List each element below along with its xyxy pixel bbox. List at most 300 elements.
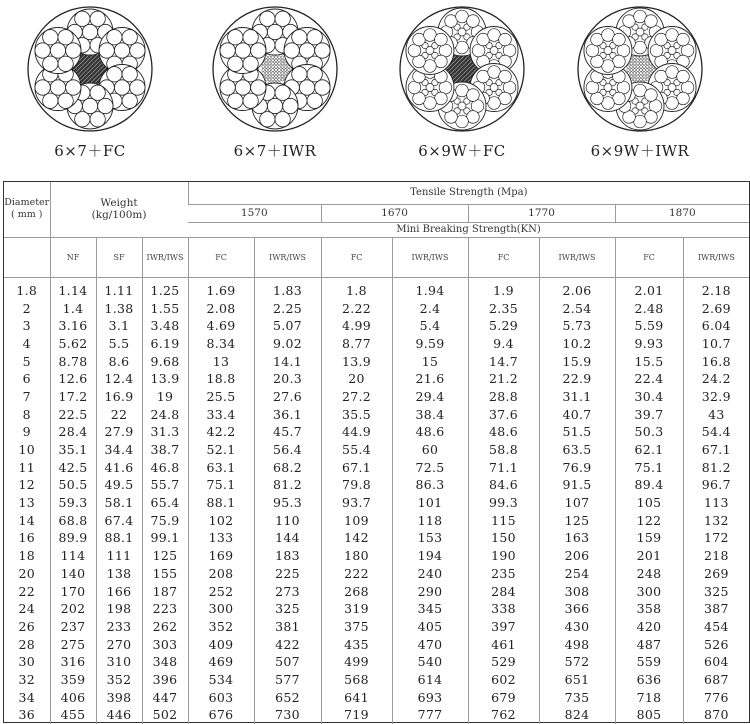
table-cell: 325	[683, 582, 749, 600]
table-cell: 8.6	[96, 352, 142, 370]
table-row	[4, 458, 749, 476]
table-cell: 1.69	[188, 277, 254, 299]
table-cell: 56.4	[254, 441, 321, 459]
table-row	[4, 635, 749, 653]
table-cell: 2.69	[683, 299, 749, 317]
table-cell: 454	[683, 618, 749, 636]
diameter-cell: 7	[22, 388, 31, 404]
table-cell: 5.73	[539, 317, 615, 335]
table-cell: 447	[142, 688, 188, 706]
table-cell: 396	[142, 671, 188, 689]
diagram-6x7-fc	[0, 0, 180, 172]
table-cell: 2.35	[468, 299, 539, 317]
table-cell: 32.9	[683, 388, 749, 406]
table-cell: 60	[392, 441, 468, 459]
table-row	[4, 423, 749, 441]
table-cell: 45.7	[254, 423, 321, 441]
table-cell: 142	[321, 529, 392, 547]
table-row	[4, 299, 749, 317]
diameter-cell: 4	[22, 335, 31, 351]
table-cell: 507	[254, 653, 321, 671]
table-cell: 2.48	[615, 299, 683, 317]
table-cell: 9.93	[615, 335, 683, 353]
table-cell: 29.4	[392, 388, 468, 406]
table-cell: 16.8	[683, 352, 749, 370]
mini-breaking-strength-header: Mini Breaking Strength(KN)	[188, 222, 749, 237]
table-cell: 27.9	[96, 423, 142, 441]
diameter-cell: 22	[18, 583, 35, 599]
table-cell: 446	[96, 706, 142, 724]
table-cell: 375	[321, 618, 392, 636]
table-cell: 15.9	[539, 352, 615, 370]
grade-header: 1770	[468, 204, 615, 222]
table-cell: 273	[254, 582, 321, 600]
table-cell: 13	[188, 352, 254, 370]
table-cell: 534	[188, 671, 254, 689]
table-cell: 101	[392, 494, 468, 512]
table-cell: 1.11	[96, 277, 142, 299]
table-cell: 409	[188, 635, 254, 653]
table-cell: 381	[254, 618, 321, 636]
table-cell: 498	[539, 635, 615, 653]
table-cell: 2.25	[254, 299, 321, 317]
table-cell: 300	[188, 600, 254, 618]
table-cell: 63.5	[539, 441, 615, 459]
tensile-strength-header: Tensile Strength (Mpa)	[188, 182, 749, 204]
table-cell: 6.19	[142, 335, 188, 353]
table-cell: 718	[615, 688, 683, 706]
table-cell: 21.6	[392, 370, 468, 388]
table-cell: 252	[188, 582, 254, 600]
table-cell: 50.5	[50, 476, 96, 494]
specification-table	[3, 181, 750, 723]
table-cell: 155	[142, 565, 188, 583]
table-cell: 776	[683, 688, 749, 706]
table-cell: 325	[254, 600, 321, 618]
diameter-cell: 34	[18, 689, 35, 705]
table-cell: 170	[50, 582, 96, 600]
table-cell: 235	[468, 565, 539, 583]
table-row	[4, 317, 749, 335]
column-header: FC	[321, 237, 392, 277]
table-cell: 225	[254, 565, 321, 583]
table-cell: 222	[321, 565, 392, 583]
table-cell: 693	[392, 688, 468, 706]
table-cell: 114	[50, 547, 96, 565]
table-cell: 3.1	[96, 317, 142, 335]
table-cell: 1.9	[468, 277, 539, 299]
table-cell: 13.9	[321, 352, 392, 370]
table-cell: 636	[615, 671, 683, 689]
table-cell: 76.9	[539, 458, 615, 476]
table-cell: 366	[539, 600, 615, 618]
table-cell: 805	[615, 706, 683, 724]
table-cell: 95.3	[254, 494, 321, 512]
table-cell: 38.7	[142, 441, 188, 459]
table-cell: 118	[392, 511, 468, 529]
table-cell: 99.1	[142, 529, 188, 547]
table-cell: 67.1	[683, 441, 749, 459]
table-cell: 358	[615, 600, 683, 618]
table-cell: 13.9	[142, 370, 188, 388]
table-cell: 169	[188, 547, 254, 565]
table-cell: 352	[96, 671, 142, 689]
table-cell: 49.5	[96, 476, 142, 494]
diameter-cell: 1.8	[16, 282, 38, 298]
table-cell: 3.48	[142, 317, 188, 335]
table-cell: 40.7	[539, 405, 615, 423]
table-cell: 144	[254, 529, 321, 547]
diameter-cell: 16	[18, 530, 35, 546]
table-cell: 183	[254, 547, 321, 565]
diagram-6x9w-iwr	[550, 0, 730, 172]
table-cell: 110	[254, 511, 321, 529]
rope-cross-section-icon	[575, 4, 705, 134]
table-cell: 42.5	[50, 458, 96, 476]
table-cell: 115	[468, 511, 539, 529]
table-cell: 52.1	[188, 441, 254, 459]
table-cell: 290	[392, 582, 468, 600]
table-cell: 24.8	[142, 405, 188, 423]
table-cell: 3.16	[50, 317, 96, 335]
table-row	[4, 600, 749, 618]
table-cell: 559	[615, 653, 683, 671]
diameter-cell: 9	[22, 424, 31, 440]
table-cell: 81.2	[254, 476, 321, 494]
table-cell: 2.4	[392, 299, 468, 317]
diameter-cell: 32	[18, 671, 35, 687]
table-cell: 387	[683, 600, 749, 618]
table-cell: 48.6	[392, 423, 468, 441]
table-cell: 150	[468, 529, 539, 547]
table-row	[4, 529, 749, 547]
table-cell: 27.2	[321, 388, 392, 406]
table-cell: 24.2	[683, 370, 749, 388]
table-cell: 42.2	[188, 423, 254, 441]
table-cell: 17.2	[50, 388, 96, 406]
table-cell: 499	[321, 653, 392, 671]
table-row	[4, 706, 749, 724]
table-cell: 2.06	[539, 277, 615, 299]
diameter-cell: 26	[18, 618, 35, 634]
table-cell: 4.99	[321, 317, 392, 335]
table-cell: 20	[321, 370, 392, 388]
table-cell: 1.4	[50, 299, 96, 317]
table-cell: 461	[468, 635, 539, 653]
diagram-6x9w-fc	[372, 0, 552, 172]
diameter-cell: 5	[22, 353, 31, 369]
table-cell: 319	[321, 600, 392, 618]
table-cell: 1.8	[321, 277, 392, 299]
table-cell: 270	[96, 635, 142, 653]
table-cell: 172	[683, 529, 749, 547]
table-cell: 577	[254, 671, 321, 689]
table-cell: 62.1	[615, 441, 683, 459]
table-cell: 470	[392, 635, 468, 653]
table-cell: 262	[142, 618, 188, 636]
table-cell: 107	[539, 494, 615, 512]
table-cell: 125	[539, 511, 615, 529]
table-cell: 352	[188, 618, 254, 636]
table-row	[4, 565, 749, 583]
column-header: IWR/IWS	[539, 237, 615, 277]
table-cell: 397	[468, 618, 539, 636]
table-cell: 422	[254, 635, 321, 653]
table-cell: 166	[96, 582, 142, 600]
diameter-cell: 28	[18, 636, 35, 652]
table-cell: 719	[321, 706, 392, 724]
table-cell: 84.6	[468, 476, 539, 494]
table-cell: 614	[392, 671, 468, 689]
table-cell: 348	[142, 653, 188, 671]
table-cell: 41.6	[96, 458, 142, 476]
table-cell: 12.4	[96, 370, 142, 388]
diameter-cell: 14	[18, 512, 35, 528]
table-row	[4, 277, 749, 299]
table-cell: 2.54	[539, 299, 615, 317]
table-cell: 28.8	[468, 388, 539, 406]
table-cell: 687	[683, 671, 749, 689]
diameter-cell: 18	[18, 548, 35, 564]
table-cell: 5.5	[96, 335, 142, 353]
table-cell: 39.7	[615, 405, 683, 423]
table-row	[4, 388, 749, 406]
rope-diagrams	[0, 0, 750, 172]
table-cell: 46.8	[142, 458, 188, 476]
table-cell: 75.1	[615, 458, 683, 476]
table-cell: 125	[142, 547, 188, 565]
table-cell: 652	[254, 688, 321, 706]
table-cell: 1.94	[392, 277, 468, 299]
table-cell: 300	[615, 582, 683, 600]
column-header: NF	[50, 237, 96, 277]
table-cell: 43	[683, 405, 749, 423]
table-cell: 12.6	[50, 370, 96, 388]
table-cell: 602	[468, 671, 539, 689]
diagram-caption: 6×9W＋FC	[418, 142, 506, 160]
diameter-cell: 13	[18, 495, 35, 511]
table-cell: 102	[188, 511, 254, 529]
column-header: FC	[468, 237, 539, 277]
table-cell: 206	[539, 547, 615, 565]
table-cell: 16.9	[96, 388, 142, 406]
diameter-cell: 12	[18, 477, 35, 493]
table-cell: 81.2	[683, 458, 749, 476]
table-cell: 435	[321, 635, 392, 653]
table-cell: 1.83	[254, 277, 321, 299]
column-header: FC	[615, 237, 683, 277]
table-cell: 38.4	[392, 405, 468, 423]
table-cell: 180	[321, 547, 392, 565]
diameter-cell: 10	[18, 442, 35, 458]
table-cell: 502	[142, 706, 188, 724]
table-cell: 15.5	[615, 352, 683, 370]
table-cell: 51.5	[539, 423, 615, 441]
table-cell: 194	[392, 547, 468, 565]
diagram-caption: 6×7＋IWR	[233, 142, 317, 160]
table-cell: 651	[539, 671, 615, 689]
table-cell: 30.4	[615, 388, 683, 406]
table-cell: 310	[96, 653, 142, 671]
table-cell: 50.3	[615, 423, 683, 441]
table-cell: 6.04	[683, 317, 749, 335]
table-cell: 58.1	[96, 494, 142, 512]
table-cell: 1.38	[96, 299, 142, 317]
table-cell: 34.4	[96, 441, 142, 459]
table-cell: 223	[142, 600, 188, 618]
table-cell: 2.08	[188, 299, 254, 317]
table-cell: 5.29	[468, 317, 539, 335]
table-cell: 2.22	[321, 299, 392, 317]
rope-cross-section-icon	[397, 4, 527, 134]
table-row	[4, 370, 749, 388]
table-cell: 140	[50, 565, 96, 583]
table-cell: 208	[188, 565, 254, 583]
table-cell: 86.3	[392, 476, 468, 494]
table-cell: 526	[683, 635, 749, 653]
table-cell: 79.8	[321, 476, 392, 494]
table-cell: 345	[392, 600, 468, 618]
table-cell: 2.01	[615, 277, 683, 299]
diameter-cell: 6	[22, 371, 31, 387]
diagram-6x7-iwr	[185, 0, 365, 172]
table-cell: 31.1	[539, 388, 615, 406]
table-cell: 105	[615, 494, 683, 512]
table-cell: 54.4	[683, 423, 749, 441]
table-cell: 89.4	[615, 476, 683, 494]
table-cell: 359	[50, 671, 96, 689]
table-cell: 10.2	[539, 335, 615, 353]
table-cell: 275	[50, 635, 96, 653]
table-cell: 406	[50, 688, 96, 706]
column-header: FC	[188, 237, 254, 277]
diameter-cell: 20	[18, 565, 35, 581]
table-cell: 14.7	[468, 352, 539, 370]
table-cell: 68.2	[254, 458, 321, 476]
table-cell: 21.2	[468, 370, 539, 388]
table-cell: 762	[468, 706, 539, 724]
table-cell: 159	[615, 529, 683, 547]
table-cell: 89.9	[50, 529, 96, 547]
diagram-caption: 6×9W＋IWR	[590, 142, 690, 160]
table-cell: 35.5	[321, 405, 392, 423]
table-cell: 22	[96, 405, 142, 423]
table-cell: 529	[468, 653, 539, 671]
table-cell: 679	[468, 688, 539, 706]
table-cell: 20.3	[254, 370, 321, 388]
table-cell: 75.9	[142, 511, 188, 529]
table-cell: 8.77	[321, 335, 392, 353]
table-cell: 777	[392, 706, 468, 724]
table-cell: 72.5	[392, 458, 468, 476]
diameter-cell: 11	[18, 459, 35, 475]
table-cell: 99.3	[468, 494, 539, 512]
grade-header: 1570	[188, 204, 321, 222]
table-row	[4, 335, 749, 353]
table-cell: 269	[683, 565, 749, 583]
table-cell: 735	[539, 688, 615, 706]
table-cell: 88.1	[96, 529, 142, 547]
table-cell: 398	[96, 688, 142, 706]
table-cell: 58.8	[468, 441, 539, 459]
table-cell: 303	[142, 635, 188, 653]
table-cell: 730	[254, 706, 321, 724]
table-row	[4, 582, 749, 600]
diagram-caption: 6×7＋FC	[54, 142, 126, 160]
table-body	[4, 277, 749, 724]
rope-cross-section-icon	[25, 4, 155, 134]
diameter-header: Diameter ( mm )	[4, 182, 50, 237]
table-cell: 198	[96, 600, 142, 618]
table-cell: 113	[683, 494, 749, 512]
table-cell: 218	[683, 547, 749, 565]
table-cell: 824	[539, 706, 615, 724]
table-cell: 5.62	[50, 335, 96, 353]
table-row	[4, 511, 749, 529]
table-cell: 316	[50, 653, 96, 671]
table-row	[4, 494, 749, 512]
table-cell: 109	[321, 511, 392, 529]
column-header: IWR/IWS	[683, 237, 749, 277]
table-cell: 55.4	[321, 441, 392, 459]
table-cell: 9.4	[468, 335, 539, 353]
table-cell: 133	[188, 529, 254, 547]
blank-header	[4, 237, 50, 277]
column-header: IWR/IWS	[392, 237, 468, 277]
table-cell: 9.68	[142, 352, 188, 370]
table-cell: 59.3	[50, 494, 96, 512]
table-cell: 68.8	[50, 511, 96, 529]
table-cell: 91.5	[539, 476, 615, 494]
table-cell: 430	[539, 618, 615, 636]
table-cell: 248	[615, 565, 683, 583]
table-cell: 5.07	[254, 317, 321, 335]
table-cell: 9.59	[392, 335, 468, 353]
table-cell: 405	[392, 618, 468, 636]
table-cell: 487	[615, 635, 683, 653]
table-cell: 19	[142, 388, 188, 406]
table-row	[4, 653, 749, 671]
diameter-cell: 2	[22, 300, 31, 316]
table-cell: 1.14	[50, 277, 96, 299]
table-cell: 27.6	[254, 388, 321, 406]
table-cell: 28.4	[50, 423, 96, 441]
table-cell: 10.7	[683, 335, 749, 353]
table-cell: 284	[468, 582, 539, 600]
column-header: SF	[96, 237, 142, 277]
diameter-cell: 8	[22, 406, 31, 422]
table-cell: 44.9	[321, 423, 392, 441]
table-cell: 202	[50, 600, 96, 618]
table-cell: 5.59	[615, 317, 683, 335]
table-cell: 93.7	[321, 494, 392, 512]
table-row	[4, 618, 749, 636]
table-cell: 603	[188, 688, 254, 706]
table-cell: 88.1	[188, 494, 254, 512]
table-cell: 22.9	[539, 370, 615, 388]
table-row	[4, 671, 749, 689]
table-cell: 190	[468, 547, 539, 565]
table-cell: 676	[188, 706, 254, 724]
table-cell: 67.1	[321, 458, 392, 476]
table-row	[4, 688, 749, 706]
table-cell: 240	[392, 565, 468, 583]
table-cell: 469	[188, 653, 254, 671]
table-cell: 122	[615, 511, 683, 529]
table-cell: 1.25	[142, 277, 188, 299]
table-cell: 9.02	[254, 335, 321, 353]
table-cell: 63.1	[188, 458, 254, 476]
